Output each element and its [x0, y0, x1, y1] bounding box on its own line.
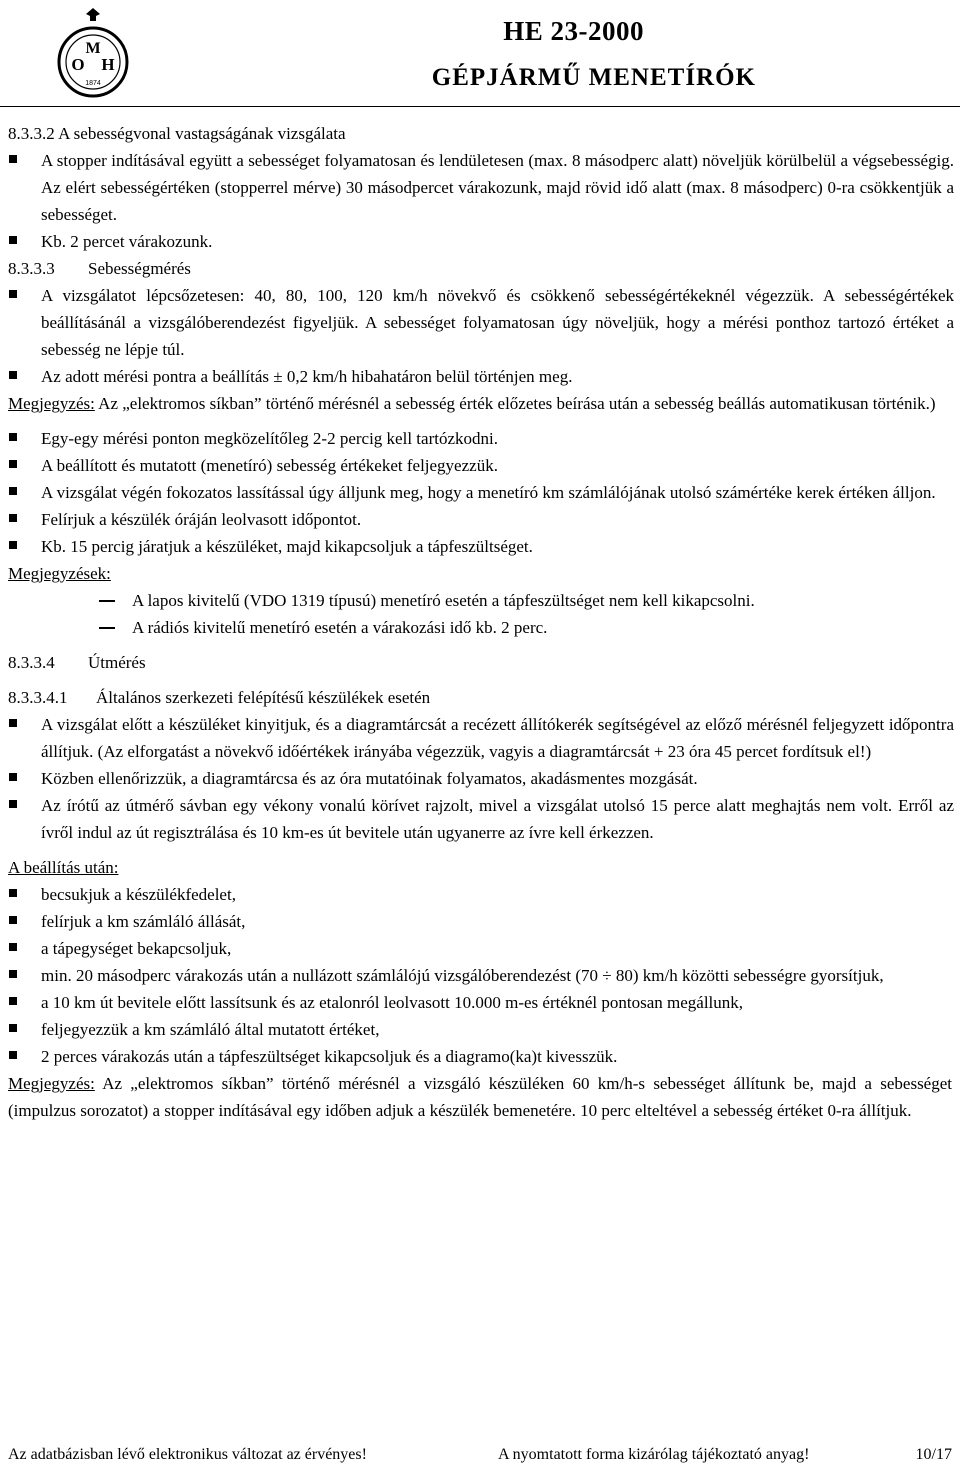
- bullet-item: Közben ellenőrizzük, a diagramtárcsa és az óra mutatóinak folyamatos, akadásmentes mozgását.: [0, 765, 960, 792]
- document-code: HE 23-2000: [503, 16, 644, 46]
- bullet-item: Egy-egy mérési ponton megközelítőleg 2-2 percig kell tartózkodni.: [0, 425, 960, 452]
- bullet-item: Az írótű az útmérő sávban egy vékony vonalú körívet rajzolt, mivel a vizsgálat utolsó 15 perce alatt meghajtás nem volt. Erről az ívről indul az út regisztrálása és 10 km-es út bevitele után ugyanerre az ívre kell érkezzen.: [0, 792, 960, 846]
- bullet-item: feljegyezzük a km számláló által mutatott értéket,: [0, 1016, 960, 1043]
- section-heading-8-3-3-4-1: [0, 684, 960, 711]
- section-number: 8.3.3.4.1: [8, 688, 68, 707]
- notes-label: Megjegyzések:: [8, 564, 111, 583]
- note-label: Megjegyzés:: [8, 1074, 95, 1093]
- section-heading-8-3-3-4: [0, 649, 960, 676]
- dash-item: A rádiós kivitelű menetíró esetén a várakozási idő kb. 2 perc.: [0, 614, 960, 641]
- section-title: Általános szerkezeti felépítésű készülékek esetén: [96, 688, 431, 707]
- bullet-item: min. 20 másodperc várakozás után a nullázott számlálójú vizsgálóberendezést (70 ÷ 80) km/h közötti sebességre gyorsítjuk,: [0, 962, 960, 989]
- omh-seal-icon: [56, 6, 130, 100]
- logo-letter-h: H: [101, 55, 115, 74]
- note-text: Az „elektromos síkban” történő mérésnél a vizsgáló készüléken 60 km/h-s sebességet állítunk be, majd a sebességet (impulzus sorozatot) a stopper indításával egy időben adjuk a készülék bemenetére. 10 perc elteltével a sebesség értéket 0-ra állítjuk.: [8, 1074, 952, 1120]
- header-divider: [0, 106, 960, 107]
- bullet-item: a tápegységet bekapcsoljuk,: [0, 935, 960, 962]
- bullet-item: becsukjuk a készülékfedelet,: [0, 881, 960, 908]
- document-title: GÉPJÁRMŰ MENETÍRÓK: [431, 64, 756, 91]
- section-title: A sebességvonal vastagságának vizsgálata: [58, 124, 346, 143]
- bullet-item: A stopper indításával együtt a sebességet folyamatosan és lendületesen (max. 8 másodperc alatt) növeljük körülbelül a végsebességig. Az elért sebességértéken (stopperrel mérve) 30 másodpercet várakozunk, majd rövid idő alatt (max. 8 másodperc) 0-ra csökkentjük a sebességet.: [0, 147, 960, 228]
- note-paragraph: [0, 1070, 960, 1124]
- footer-validity-note: Az adatbázisban lévő elektronikus változat az érvényes!: [8, 1446, 367, 1463]
- section-heading-8-3-3-3: [0, 255, 960, 282]
- page-content: [0, 120, 960, 1124]
- bullet-item: A vizsgálat végén fokozatos lassítással úgy álljunk meg, hogy a menetíró km számlálójának utolsó számértéke kerek értéken álljon.: [0, 479, 960, 506]
- section-title: Sebességmérés: [88, 259, 191, 278]
- section-title: Útmérés: [88, 653, 146, 672]
- bullet-item: Felírjuk a készülék óráján leolvasott időpontot.: [0, 506, 960, 533]
- after-setting-label: A beállítás után:: [8, 858, 119, 877]
- bullet-item: Az adott mérési pontra a beállítás ± 0,2 km/h hibahatáron belül történjen meg.: [0, 363, 960, 390]
- bullet-item: felírjuk a km számláló állását,: [0, 908, 960, 935]
- note-label: Megjegyzés:: [8, 394, 95, 413]
- page-number: 10/17: [915, 1446, 952, 1463]
- bullet-item: 2 perces várakozás után a tápfeszültséget kikapcsoljuk és a diagramo(ka)t kivesszük.: [0, 1043, 960, 1070]
- bullet-item: A beállított és mutatott (menetíró) sebesség értékeket feljegyezzük.: [0, 452, 960, 479]
- bullet-item: A vizsgálat előtt a készüléket kinyitjuk, és a diagramtárcsát a recézett állítókerék segítségével az előző mérésnél feljegyzett időpontra állítjuk. (Az elforgatást a növekvő időértékek irányába végezzük, vagyis a diagramtárcsát + 23 óra 45 percet fordítsuk el!): [0, 711, 960, 765]
- bullet-item: Kb. 2 percet várakozunk.: [0, 228, 960, 255]
- logo-letter-m: M: [85, 40, 101, 57]
- logo-year: 1874: [85, 80, 101, 87]
- page-header: [0, 0, 960, 110]
- bullet-item: a 10 km út bevitele előtt lassítsunk és az etalonról leolvasott 10.000 m-es értéknél pontosan megállunk,: [0, 989, 960, 1016]
- footer-print-note: A nyomtatott forma kizárólag tájékoztató anyag!: [498, 1446, 810, 1463]
- section-number: 8.3.3.2: [8, 124, 55, 143]
- section-number: 8.3.3.3: [8, 259, 55, 278]
- section-number: 8.3.3.4: [8, 653, 55, 672]
- bullet-item: A vizsgálatot lépcsőzetesen: 40, 80, 100, 120 km/h növekvő és csökkenő sebességértékeknél végezzük. A sebességértékek beállításánál a vizsgálóberendezést figyeljük. A sebességet folyamatosan úgy növeljük, hogy a mérési ponthoz tartozó értéket a sebesség ne lépje túl.: [0, 282, 960, 363]
- note-paragraph: [0, 390, 960, 417]
- dash-item: A lapos kivitelű (VDO 1319 típusú) menetíró esetén a tápfeszültséget nem kell kikapcsolni.: [0, 587, 960, 614]
- section-heading-8-3-3-2: [0, 120, 960, 147]
- bullet-item: Kb. 15 percig járatjuk a készüléket, majd kikapcsoljuk a tápfeszültséget.: [0, 533, 960, 560]
- logo-letter-o: O: [71, 55, 85, 74]
- note-text: Az „elektromos síkban” történő mérésnél a sebesség érték előzetes beírása után a sebesség beállás automatikusan történik.): [94, 394, 936, 413]
